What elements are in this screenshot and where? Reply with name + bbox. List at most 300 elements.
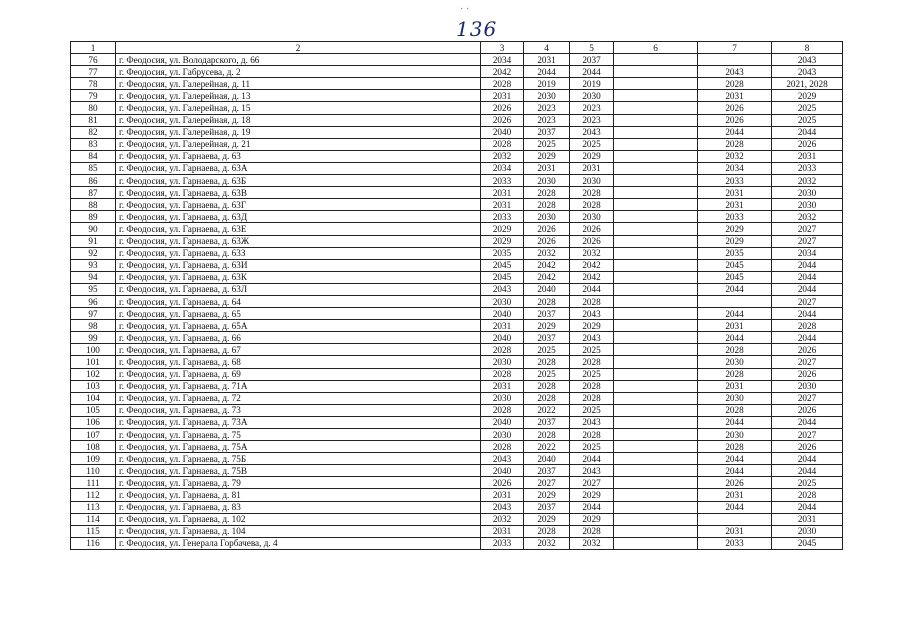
cell-address: г. Феодосия, ул. Гарнаева, д. 81 bbox=[116, 489, 481, 501]
table-row bbox=[71, 392, 843, 404]
cell-row-number: 81 bbox=[71, 114, 116, 126]
cell-year-col-3: 2034 bbox=[481, 54, 524, 66]
cell-year-col-7: 2044 bbox=[698, 308, 772, 320]
cell-year-col-4: 2044 bbox=[524, 66, 570, 78]
cell-row-number: 101 bbox=[71, 356, 116, 368]
cell-row-number: 83 bbox=[71, 138, 116, 150]
table-row bbox=[71, 416, 843, 428]
cell-year-col-4: 2037 bbox=[524, 501, 570, 513]
table-row bbox=[71, 356, 843, 368]
cell-year-col-4: 2030 bbox=[524, 90, 570, 102]
cell-year-col-8: 2043 bbox=[772, 54, 843, 66]
cell-year-col-6 bbox=[614, 271, 698, 283]
cell-year-col-7: 2028 bbox=[698, 138, 772, 150]
cell-year-col-6 bbox=[614, 138, 698, 150]
cell-year-col-4: 2028 bbox=[524, 392, 570, 404]
cell-year-col-3: 2028 bbox=[481, 404, 524, 416]
cell-year-col-4: 2040 bbox=[524, 453, 570, 465]
cell-row-number: 95 bbox=[71, 283, 116, 295]
cell-year-col-5: 2032 bbox=[570, 247, 614, 259]
cell-year-col-7: 2034 bbox=[698, 162, 772, 174]
cell-year-col-7: 2028 bbox=[698, 78, 772, 90]
cell-year-col-4: 2028 bbox=[524, 429, 570, 441]
table-row bbox=[71, 453, 843, 465]
cell-year-col-4: 2023 bbox=[524, 102, 570, 114]
cell-year-col-8: 2028 bbox=[772, 489, 843, 501]
table-row bbox=[71, 54, 843, 66]
table-row bbox=[71, 78, 843, 90]
cell-year-col-4: 2025 bbox=[524, 344, 570, 356]
cell-year-col-7: 2029 bbox=[698, 235, 772, 247]
cell-row-number: 76 bbox=[71, 54, 116, 66]
cell-year-col-7: 2026 bbox=[698, 114, 772, 126]
cell-year-col-5: 2029 bbox=[570, 150, 614, 162]
cell-year-col-7: 2031 bbox=[698, 489, 772, 501]
cell-address: г. Феодосия, ул. Гарнаева, д. 63В bbox=[116, 187, 481, 199]
cell-year-col-8: 2027 bbox=[772, 392, 843, 404]
cell-year-col-5: 2025 bbox=[570, 368, 614, 380]
cell-address: г. Феодосия, ул. Гарнаева, д. 63З bbox=[116, 247, 481, 259]
cell-year-col-7: 2031 bbox=[698, 90, 772, 102]
cell-year-col-6 bbox=[614, 199, 698, 211]
table-row bbox=[71, 259, 843, 271]
column-header-6: 6 bbox=[614, 42, 698, 54]
cell-year-col-5: 2029 bbox=[570, 320, 614, 332]
table-body bbox=[71, 54, 843, 550]
table-row bbox=[71, 150, 843, 162]
cell-year-col-5: 2043 bbox=[570, 416, 614, 428]
cell-year-col-8: 2044 bbox=[772, 259, 843, 271]
cell-year-col-6 bbox=[614, 162, 698, 174]
cell-address: г. Феодосия, ул. Гарнаева, д. 63И bbox=[116, 259, 481, 271]
cell-year-col-6 bbox=[614, 537, 698, 549]
table-row bbox=[71, 90, 843, 102]
cell-row-number: 116 bbox=[71, 537, 116, 549]
table-row bbox=[71, 441, 843, 453]
cell-year-col-3: 2028 bbox=[481, 138, 524, 150]
cell-row-number: 109 bbox=[71, 453, 116, 465]
cell-year-col-3: 2031 bbox=[481, 187, 524, 199]
cell-year-col-6 bbox=[614, 441, 698, 453]
cell-year-col-5: 2025 bbox=[570, 441, 614, 453]
cell-year-col-8: 2026 bbox=[772, 404, 843, 416]
cell-year-col-6 bbox=[614, 392, 698, 404]
cell-address: г. Феодосия, ул. Гарнаева, д. 104 bbox=[116, 525, 481, 537]
cell-row-number: 84 bbox=[71, 150, 116, 162]
cell-year-col-6 bbox=[614, 66, 698, 78]
cell-year-col-6 bbox=[614, 283, 698, 295]
cell-address: г. Феодосия, ул. Володарского, д. 66 bbox=[116, 54, 481, 66]
cell-year-col-4: 2022 bbox=[524, 441, 570, 453]
cell-row-number: 80 bbox=[71, 102, 116, 114]
cell-year-col-7: 2029 bbox=[698, 223, 772, 235]
table-row bbox=[71, 199, 843, 211]
column-header-4: 4 bbox=[524, 42, 570, 54]
cell-year-col-4: 2025 bbox=[524, 368, 570, 380]
cell-year-col-6 bbox=[614, 477, 698, 489]
cell-year-col-8: 2032 bbox=[772, 175, 843, 187]
table-row bbox=[71, 102, 843, 114]
cell-address: г. Феодосия, ул. Гарнаева, д. 63Ж bbox=[116, 235, 481, 247]
table-row bbox=[71, 404, 843, 416]
cell-year-col-7 bbox=[698, 54, 772, 66]
cell-year-col-7: 2033 bbox=[698, 211, 772, 223]
cell-year-col-6 bbox=[614, 308, 698, 320]
page-dots: · · bbox=[460, 4, 470, 15]
cell-row-number: 88 bbox=[71, 199, 116, 211]
cell-year-col-3: 2028 bbox=[481, 78, 524, 90]
cell-year-col-3: 2042 bbox=[481, 66, 524, 78]
cell-year-col-7: 2031 bbox=[698, 525, 772, 537]
cell-year-col-4: 2028 bbox=[524, 356, 570, 368]
cell-year-col-3: 2029 bbox=[481, 223, 524, 235]
table-row bbox=[71, 114, 843, 126]
cell-year-col-5: 2043 bbox=[570, 332, 614, 344]
cell-address: г. Феодосия, ул. Галерейная, д. 19 bbox=[116, 126, 481, 138]
cell-row-number: 94 bbox=[71, 271, 116, 283]
cell-year-col-7: 2044 bbox=[698, 501, 772, 513]
cell-year-col-7: 2044 bbox=[698, 283, 772, 295]
cell-year-col-6 bbox=[614, 235, 698, 247]
cell-year-col-3: 2028 bbox=[481, 441, 524, 453]
cell-year-col-8: 2030 bbox=[772, 525, 843, 537]
cell-year-col-5: 2028 bbox=[570, 187, 614, 199]
cell-year-col-6 bbox=[614, 247, 698, 259]
cell-year-col-3: 2031 bbox=[481, 489, 524, 501]
cell-year-col-6 bbox=[614, 114, 698, 126]
cell-year-col-6 bbox=[614, 78, 698, 90]
cell-address: г. Феодосия, ул. Гарнаева, д. 67 bbox=[116, 344, 481, 356]
cell-address: г. Феодосия, ул. Гарнаева, д. 75Б bbox=[116, 453, 481, 465]
cell-year-col-7: 2028 bbox=[698, 368, 772, 380]
cell-year-col-8: 2030 bbox=[772, 380, 843, 392]
cell-year-col-4: 2022 bbox=[524, 404, 570, 416]
cell-address: г. Феодосия, ул. Гарнаева, д. 75 bbox=[116, 429, 481, 441]
cell-year-col-5: 2027 bbox=[570, 477, 614, 489]
cell-year-col-4: 2029 bbox=[524, 150, 570, 162]
cell-year-col-3: 2040 bbox=[481, 308, 524, 320]
cell-year-col-6 bbox=[614, 489, 698, 501]
cell-year-col-5: 2042 bbox=[570, 259, 614, 271]
cell-year-col-4: 2031 bbox=[524, 54, 570, 66]
table-row bbox=[71, 223, 843, 235]
column-header-8: 8 bbox=[772, 42, 843, 54]
cell-year-col-5: 2044 bbox=[570, 453, 614, 465]
cell-year-col-3: 2026 bbox=[481, 477, 524, 489]
cell-row-number: 106 bbox=[71, 416, 116, 428]
cell-year-col-5: 2028 bbox=[570, 525, 614, 537]
cell-year-col-7: 2028 bbox=[698, 404, 772, 416]
cell-row-number: 107 bbox=[71, 429, 116, 441]
cell-year-col-5: 2028 bbox=[570, 380, 614, 392]
cell-year-col-3: 2033 bbox=[481, 211, 524, 223]
cell-address: г. Феодосия, ул. Галерейная, д. 18 bbox=[116, 114, 481, 126]
cell-year-col-7: 2035 bbox=[698, 247, 772, 259]
cell-row-number: 85 bbox=[71, 162, 116, 174]
cell-year-col-6 bbox=[614, 404, 698, 416]
cell-row-number: 91 bbox=[71, 235, 116, 247]
cell-row-number: 77 bbox=[71, 66, 116, 78]
cell-year-col-6 bbox=[614, 150, 698, 162]
cell-year-col-7: 2044 bbox=[698, 453, 772, 465]
cell-year-col-8: 2021, 2028 bbox=[772, 78, 843, 90]
cell-row-number: 114 bbox=[71, 513, 116, 525]
cell-row-number: 111 bbox=[71, 477, 116, 489]
cell-year-col-7: 2043 bbox=[698, 66, 772, 78]
cell-year-col-8: 2026 bbox=[772, 441, 843, 453]
cell-year-col-8: 2027 bbox=[772, 429, 843, 441]
table-row bbox=[71, 368, 843, 380]
cell-year-col-6 bbox=[614, 501, 698, 513]
cell-year-col-3: 2032 bbox=[481, 150, 524, 162]
cell-year-col-8: 2025 bbox=[772, 102, 843, 114]
cell-year-col-8: 2028 bbox=[772, 320, 843, 332]
cell-year-col-7: 2028 bbox=[698, 441, 772, 453]
cell-year-col-3: 2040 bbox=[481, 126, 524, 138]
cell-row-number: 96 bbox=[71, 295, 116, 307]
cell-year-col-5: 2029 bbox=[570, 513, 614, 525]
cell-year-col-8: 2044 bbox=[772, 501, 843, 513]
cell-year-col-5: 2030 bbox=[570, 175, 614, 187]
cell-year-col-6 bbox=[614, 429, 698, 441]
cell-address: г. Феодосия, ул. Гарнаева, д. 63 bbox=[116, 150, 481, 162]
cell-year-col-7: 2045 bbox=[698, 271, 772, 283]
cell-year-col-5: 2028 bbox=[570, 295, 614, 307]
table-row bbox=[71, 332, 843, 344]
cell-year-col-3: 2043 bbox=[481, 501, 524, 513]
column-header-7: 7 bbox=[698, 42, 772, 54]
cell-year-col-3: 2040 bbox=[481, 332, 524, 344]
cell-year-col-8: 2027 bbox=[772, 295, 843, 307]
table-row bbox=[71, 465, 843, 477]
cell-address: г. Феодосия, ул. Гарнаева, д. 63К bbox=[116, 271, 481, 283]
table-row bbox=[71, 429, 843, 441]
cell-year-col-8: 2030 bbox=[772, 187, 843, 199]
cell-year-col-6 bbox=[614, 54, 698, 66]
cell-year-col-5: 2023 bbox=[570, 102, 614, 114]
cell-row-number: 86 bbox=[71, 175, 116, 187]
cell-year-col-5: 2044 bbox=[570, 283, 614, 295]
cell-address: г. Феодосия, ул. Гарнаева, д. 102 bbox=[116, 513, 481, 525]
cell-year-col-7: 2026 bbox=[698, 102, 772, 114]
table-header-row bbox=[71, 42, 843, 54]
cell-address: г. Феодосия, ул. Гарнаева, д. 68 bbox=[116, 356, 481, 368]
cell-year-col-4: 2030 bbox=[524, 211, 570, 223]
cell-year-col-7: 2031 bbox=[698, 380, 772, 392]
cell-year-col-6 bbox=[614, 453, 698, 465]
cell-year-col-4: 2032 bbox=[524, 247, 570, 259]
cell-year-col-7: 2030 bbox=[698, 356, 772, 368]
cell-year-col-3: 2033 bbox=[481, 175, 524, 187]
cell-year-col-5: 2043 bbox=[570, 126, 614, 138]
cell-row-number: 104 bbox=[71, 392, 116, 404]
cell-year-col-4: 2037 bbox=[524, 416, 570, 428]
cell-year-col-7: 2031 bbox=[698, 320, 772, 332]
cell-year-col-6 bbox=[614, 320, 698, 332]
cell-year-col-6 bbox=[614, 175, 698, 187]
cell-year-col-5: 2042 bbox=[570, 271, 614, 283]
table-row bbox=[71, 489, 843, 501]
cell-address: г. Феодосия, ул. Гарнаева, д. 65 bbox=[116, 308, 481, 320]
table-row bbox=[71, 344, 843, 356]
cell-row-number: 97 bbox=[71, 308, 116, 320]
cell-year-col-5: 2028 bbox=[570, 356, 614, 368]
cell-year-col-8: 2030 bbox=[772, 199, 843, 211]
cell-year-col-8: 2044 bbox=[772, 332, 843, 344]
cell-year-col-7: 2033 bbox=[698, 537, 772, 549]
cell-year-col-4: 2029 bbox=[524, 513, 570, 525]
cell-year-col-3: 2026 bbox=[481, 114, 524, 126]
cell-address: г. Феодосия, ул. Галерейная, д. 13 bbox=[116, 90, 481, 102]
cell-year-col-4: 2028 bbox=[524, 187, 570, 199]
cell-year-col-4: 2025 bbox=[524, 138, 570, 150]
cell-row-number: 93 bbox=[71, 259, 116, 271]
cell-year-col-6 bbox=[614, 465, 698, 477]
cell-year-col-3: 2028 bbox=[481, 368, 524, 380]
cell-year-col-6 bbox=[614, 525, 698, 537]
cell-year-col-7: 2030 bbox=[698, 392, 772, 404]
cell-year-col-5: 2019 bbox=[570, 78, 614, 90]
cell-row-number: 82 bbox=[71, 126, 116, 138]
cell-year-col-3: 2045 bbox=[481, 271, 524, 283]
cell-row-number: 105 bbox=[71, 404, 116, 416]
cell-address: г. Феодосия, ул. Гарнаева, д. 71А bbox=[116, 380, 481, 392]
table-row bbox=[71, 187, 843, 199]
cell-year-col-6 bbox=[614, 356, 698, 368]
table-row bbox=[71, 295, 843, 307]
cell-row-number: 115 bbox=[71, 525, 116, 537]
cell-year-col-6 bbox=[614, 102, 698, 114]
cell-year-col-8: 2045 bbox=[772, 537, 843, 549]
cell-year-col-4: 2028 bbox=[524, 380, 570, 392]
cell-year-col-6 bbox=[614, 416, 698, 428]
cell-year-col-3: 2031 bbox=[481, 90, 524, 102]
table-row bbox=[71, 162, 843, 174]
cell-year-col-6 bbox=[614, 90, 698, 102]
cell-year-col-4: 2037 bbox=[524, 308, 570, 320]
table-row bbox=[71, 501, 843, 513]
cell-year-col-6 bbox=[614, 211, 698, 223]
cell-year-col-4: 2037 bbox=[524, 332, 570, 344]
column-header-5: 5 bbox=[570, 42, 614, 54]
cell-row-number: 99 bbox=[71, 332, 116, 344]
cell-year-col-8: 2025 bbox=[772, 477, 843, 489]
cell-year-col-8: 2044 bbox=[772, 283, 843, 295]
cell-year-col-3: 2031 bbox=[481, 199, 524, 211]
cell-year-col-8: 2027 bbox=[772, 356, 843, 368]
cell-year-col-4: 2019 bbox=[524, 78, 570, 90]
table-row bbox=[71, 537, 843, 549]
page-number: 136 bbox=[456, 17, 498, 41]
cell-address: г. Феодосия, ул. Галерейная, д. 11 bbox=[116, 78, 481, 90]
cell-year-col-8: 2044 bbox=[772, 308, 843, 320]
cell-row-number: 100 bbox=[71, 344, 116, 356]
cell-year-col-7: 2045 bbox=[698, 259, 772, 271]
cell-year-col-5: 2028 bbox=[570, 392, 614, 404]
cell-year-col-5: 2030 bbox=[570, 211, 614, 223]
cell-year-col-3: 2032 bbox=[481, 513, 524, 525]
cell-year-col-3: 2031 bbox=[481, 525, 524, 537]
cell-year-col-3: 2043 bbox=[481, 283, 524, 295]
cell-year-col-4: 2023 bbox=[524, 114, 570, 126]
cell-year-col-3: 2031 bbox=[481, 380, 524, 392]
cell-row-number: 92 bbox=[71, 247, 116, 259]
table-row bbox=[71, 235, 843, 247]
cell-year-col-3: 2030 bbox=[481, 429, 524, 441]
cell-year-col-5: 2032 bbox=[570, 537, 614, 549]
cell-year-col-4: 2040 bbox=[524, 283, 570, 295]
cell-address: г. Феодосия, ул. Гарнаева, д. 63Е bbox=[116, 223, 481, 235]
cell-year-col-5: 2044 bbox=[570, 501, 614, 513]
cell-year-col-5: 2025 bbox=[570, 344, 614, 356]
cell-year-col-7 bbox=[698, 295, 772, 307]
schedule-table bbox=[70, 41, 843, 550]
cell-year-col-5: 2031 bbox=[570, 162, 614, 174]
cell-year-col-7: 2031 bbox=[698, 187, 772, 199]
cell-year-col-7: 2044 bbox=[698, 126, 772, 138]
cell-address: г. Феодосия, ул. Гарнаева, д. 73 bbox=[116, 404, 481, 416]
table-row bbox=[71, 525, 843, 537]
cell-address: г. Феодосия, ул. Гарнаева, д. 65А bbox=[116, 320, 481, 332]
cell-year-col-8: 2026 bbox=[772, 138, 843, 150]
cell-year-col-3: 2030 bbox=[481, 295, 524, 307]
cell-year-col-8: 2044 bbox=[772, 271, 843, 283]
cell-row-number: 78 bbox=[71, 78, 116, 90]
table-row bbox=[71, 320, 843, 332]
cell-year-col-6 bbox=[614, 368, 698, 380]
cell-row-number: 110 bbox=[71, 465, 116, 477]
cell-address: г. Феодосия, ул. Гарнаева, д. 75В bbox=[116, 465, 481, 477]
cell-year-col-6 bbox=[614, 344, 698, 356]
cell-row-number: 108 bbox=[71, 441, 116, 453]
cell-row-number: 98 bbox=[71, 320, 116, 332]
table-row bbox=[71, 477, 843, 489]
table-row bbox=[71, 308, 843, 320]
cell-address: г. Феодосия, ул. Гарнаева, д. 73А bbox=[116, 416, 481, 428]
cell-year-col-7: 2044 bbox=[698, 416, 772, 428]
cell-year-col-5: 2037 bbox=[570, 54, 614, 66]
cell-year-col-4: 2031 bbox=[524, 162, 570, 174]
cell-year-col-5: 2043 bbox=[570, 465, 614, 477]
cell-address: г. Феодосия, ул. Гарнаева, д. 63Л bbox=[116, 283, 481, 295]
cell-year-col-5: 2028 bbox=[570, 429, 614, 441]
cell-year-col-8: 2034 bbox=[772, 247, 843, 259]
cell-year-col-7: 2044 bbox=[698, 465, 772, 477]
table-row bbox=[71, 175, 843, 187]
cell-year-col-6 bbox=[614, 295, 698, 307]
cell-year-col-3: 2029 bbox=[481, 235, 524, 247]
cell-year-col-3: 2033 bbox=[481, 537, 524, 549]
cell-year-col-4: 2030 bbox=[524, 175, 570, 187]
cell-year-col-7: 2032 bbox=[698, 150, 772, 162]
cell-address: г. Феодосия, ул. Гарнаева, д. 64 bbox=[116, 295, 481, 307]
cell-year-col-5: 2025 bbox=[570, 404, 614, 416]
cell-year-col-5: 2044 bbox=[570, 66, 614, 78]
cell-year-col-4: 2037 bbox=[524, 126, 570, 138]
cell-year-col-8: 2043 bbox=[772, 66, 843, 78]
cell-year-col-8: 2026 bbox=[772, 368, 843, 380]
cell-year-col-4: 2042 bbox=[524, 259, 570, 271]
cell-year-col-6 bbox=[614, 259, 698, 271]
cell-year-col-6 bbox=[614, 187, 698, 199]
cell-year-col-6 bbox=[614, 223, 698, 235]
cell-year-col-4: 2028 bbox=[524, 525, 570, 537]
cell-address: г. Феодосия, ул. Гарнаева, д. 63Д bbox=[116, 211, 481, 223]
cell-year-col-3: 2030 bbox=[481, 392, 524, 404]
cell-year-col-8: 2031 bbox=[772, 513, 843, 525]
cell-address: г. Феодосия, ул. Гарнаева, д. 69 bbox=[116, 368, 481, 380]
cell-address: г. Феодосия, ул. Галерейная, д. 21 bbox=[116, 138, 481, 150]
